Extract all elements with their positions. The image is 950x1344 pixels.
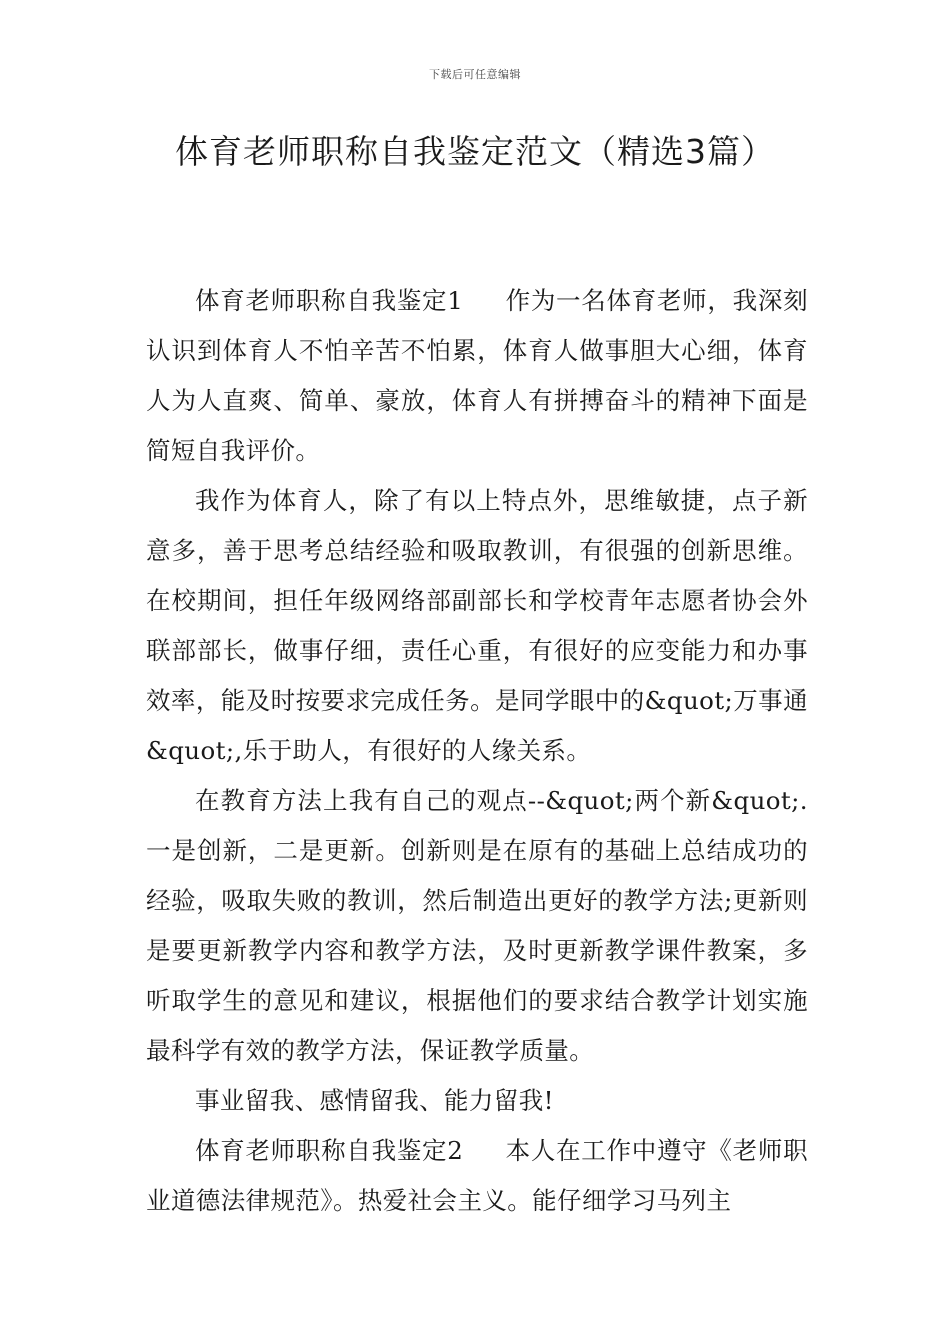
paragraph-text: 在教育方法上我有自己的观点--&quot;两个新&quot;.一是创新，二是更新。创新则是在原有的基础上总结成功的经验，吸取失败的教训，然后制造出更好的教学方法;更新则是要更新教学内容和教学方法，及时更新教学课件教案，多听取学生的意见和建议，根据他们的要求结合教学计划实施最科学有效的教学方法，保证教学质量。 [146, 786, 808, 1065]
paragraph-5 [146, 1126, 808, 1226]
header-note: 下载后可任意编辑 [429, 68, 521, 81]
paragraph-text: 作为一名体育老师，我深刻认识到体育人不怕辛苦不怕累，体育人做事胆大心细，体育人为人直爽、简单、豪放，体育人有拼搏奋斗的精神下面是简短自我评价。 [146, 286, 808, 465]
paragraph-3 [146, 776, 808, 1076]
paragraph-4 [146, 1076, 808, 1126]
paragraph-text: 事业留我、感情留我、能力留我! [195, 1086, 554, 1115]
paragraph-text: 我作为体育人，除了有以上特点外，思维敏捷，点子新意多，善于思考总结经验和吸取教训，有很强的创新思维。在校期间，担任年级网络部副部长和学校青年志愿者协会外联部部长，做事仔细，责任心重，有很好的应变能力和办事效率，能及时按要求完成任务。是同学眼中的&quot;万事通&quot;,乐于助人，有很好的人缘关系。 [146, 486, 808, 765]
paragraph-1 [146, 276, 808, 476]
paragraph-2 [146, 476, 808, 776]
document-title: 体育老师职称自我鉴定范文（精选3篇） [175, 132, 775, 171]
section-heading-2: 体育老师职称自我鉴定2 [195, 1136, 464, 1165]
paragraph-text: 本人在工作中遵守《老师职业道德法律规范》。热爱社会主义。能仔细学习马列主 [146, 1136, 808, 1215]
section-heading-1: 体育老师职称自我鉴定1 [195, 286, 464, 315]
document-body [146, 276, 808, 1226]
